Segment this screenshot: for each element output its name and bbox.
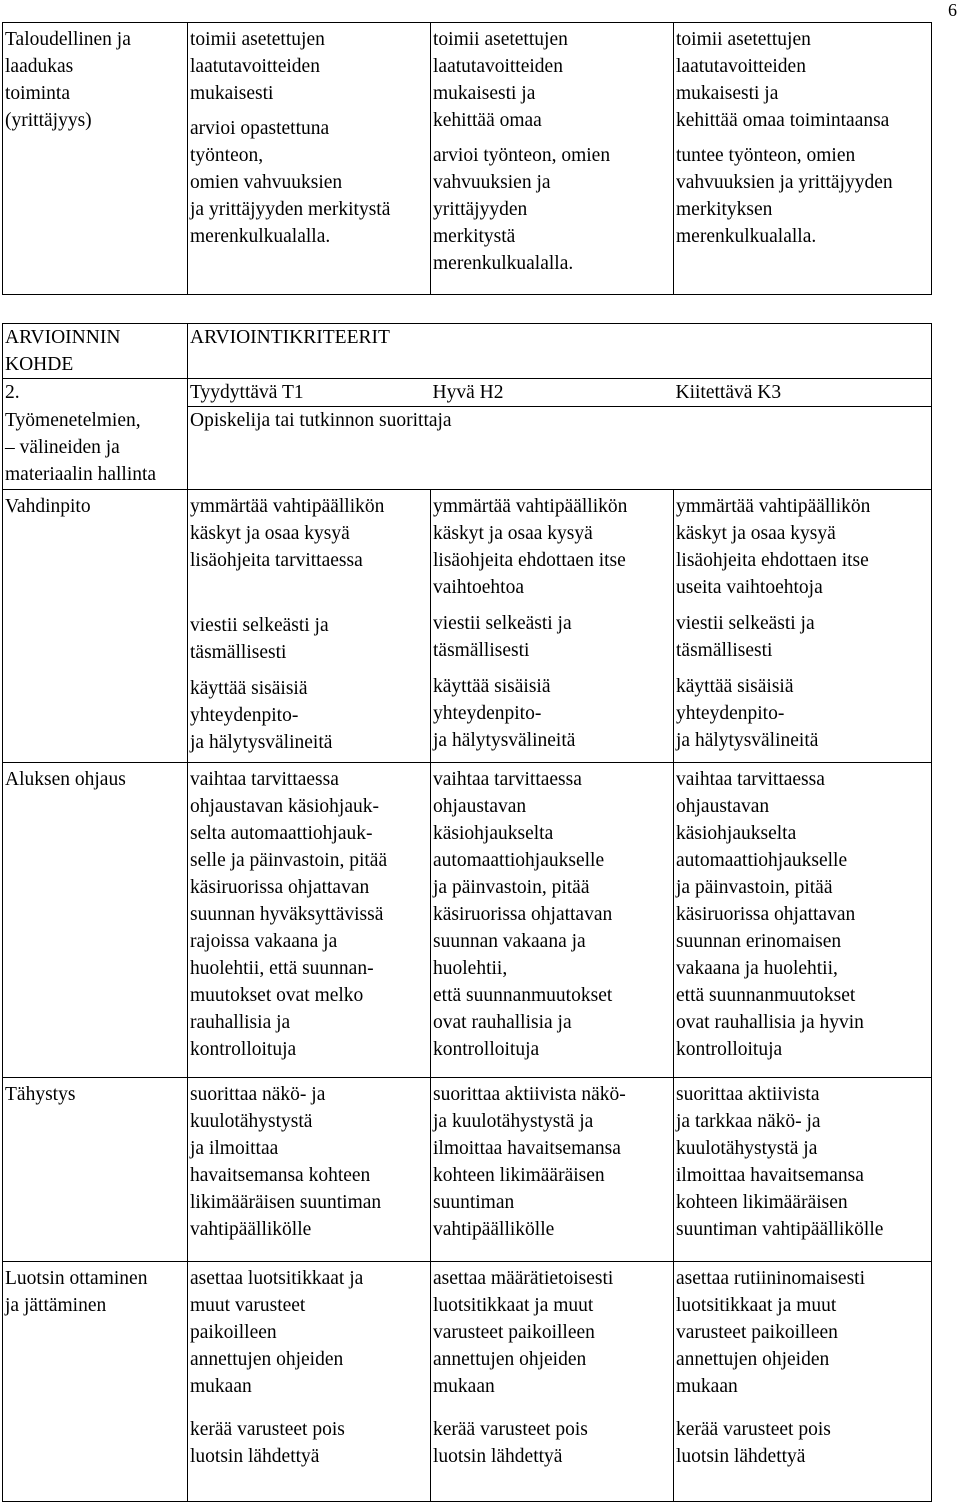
grade-h2: Hyvä H2: [431, 379, 674, 407]
cell-h2: [431, 763, 674, 1078]
table-header-row: [3, 324, 932, 379]
criterion-text: suorittaa aktiivista ja tarkkaa näkö- ja kuulotähystystä ja ilmoittaa havaitsemansa kohteen likimääräisen suuntiman vahtipäällikölle: [676, 1084, 884, 1240]
row-label: Tähystys: [3, 1078, 188, 1262]
criteria-table-section-2: [2, 323, 932, 1502]
cell-k3: [674, 1078, 932, 1262]
criterion-text: ymmärtää vahtipäällikön käskyt ja osaa kysyä lisäohjeita tarvittaessa: [190, 496, 385, 571]
grade-k3: Kiitettävä K3: [674, 379, 932, 407]
row-label: Luotsin ottaminen ja jättäminen: [3, 1262, 188, 1502]
criterion-text: toimii asetettujen laatutavoitteiden mukaisesti ja kehittää omaa: [433, 29, 568, 131]
grade-t1: Tyydyttävä T1: [188, 379, 431, 407]
criterion-text: ymmärtää vahtipäällikön käskyt ja osaa kysyä lisäohjeita ehdottaen itse useita vaihtoehtoja: [676, 496, 871, 598]
table-row: [3, 23, 932, 295]
cell-k3: [674, 23, 932, 295]
criterion-text: kerää varusteet pois luotsin lähdettyä: [676, 1419, 831, 1467]
criterion-text: arvioi työnteon, omien vahvuuksien ja yrittäjyyden merkitystä merenkulkualalla.: [433, 145, 611, 274]
criterion-text: käyttää sisäisiä yhteydenpito- ja hälytysvälineitä: [433, 676, 576, 751]
criterion-text: toimii asetettujen laatutavoitteiden mukaisesti ja kehittää omaa toimintaansa: [676, 29, 890, 131]
section-title-row: [3, 407, 932, 490]
cell-k3: [674, 490, 932, 763]
cell-k3: [674, 763, 932, 1078]
cell-t1: [188, 763, 431, 1078]
table-row: [3, 763, 932, 1078]
criterion-text: asettaa määrätietoisesti luotsitikkaat ja muut varusteet paikoilleen annettujen ohjeiden mukaan: [433, 1268, 614, 1397]
cell-t1: [188, 23, 431, 295]
criterion-text: asettaa luotsitikkaat ja muut varusteet paikoilleen annettujen ohjeiden mukaan: [190, 1268, 364, 1397]
criterion-text: vaihtaa tarvittaessa ohjaustavan käsiohjauk- selta automaattiohjauk- selle ja päinvastoin, pitää käsiruorissa ohjattavan suunnan hyväksyttävissä rajoissa vakaana ja huolehtii, että suunnan- muutokset ovat melko rauhallisia ja kontrolloituja: [190, 769, 388, 1060]
criterion-text: käyttää sisäisiä yhteydenpito- ja hälytysvälineitä: [676, 676, 819, 751]
criterion-text: suorittaa aktiivista näkö- ja kuulotähystystä ja ilmoittaa havaitsemansa kohteen likimääräisen suuntiman vahtipäällikölle: [433, 1084, 626, 1240]
cell-h2: [431, 1262, 674, 1502]
grade-row: [3, 379, 932, 407]
criterion-text: toimii asetettujen laatutavoitteiden mukaisesti: [190, 29, 325, 104]
table-row: [3, 490, 932, 763]
table-row: [3, 1078, 932, 1262]
criterion-text: viestii selkeästi ja täsmällisesti: [433, 613, 572, 661]
criterion-text: vaihtaa tarvittaessa ohjaustavan käsiohjaukselta automaattiohjaukselle ja päinvastoin, pitää käsiruorissa ohjattavan suunnan erinomaisen vakaana ja huolehtii, että suunnanmuutokset ovat rauhallisia ja hyvin kontrolloituja: [676, 769, 864, 1060]
criterion-text: asettaa rutiininomaisesti luotsitikkaat ja muut varusteet paikoilleen annettujen ohjeiden mukaan: [676, 1268, 865, 1397]
table-row: [3, 1262, 932, 1502]
cell-k3: [674, 1262, 932, 1502]
cell-h2: [431, 23, 674, 295]
criterion-text: viestii selkeästi ja täsmällisesti: [676, 613, 815, 661]
criterion-text: arvioi opastettuna työnteon, omien vahvuuksien ja yrittäjyyden merkitystä merenkulkualalla.: [190, 118, 391, 247]
target-header: ARVIOINNIN KOHDE: [3, 324, 188, 379]
criterion-text: suorittaa näkö- ja kuulotähystystä ja ilmoittaa havaitsemansa kohteen likimääräisen suuntiman vahtipäällikölle: [190, 1084, 382, 1240]
cell-h2: [431, 1078, 674, 1262]
section-title: Työmenetelmien, – välineiden ja materiaalin hallinta: [3, 407, 188, 490]
cell-h2: [431, 490, 674, 763]
criterion-text: käyttää sisäisiä yhteydenpito- ja hälytysvälineitä: [190, 678, 333, 753]
criterion-text: vaihtaa tarvittaessa ohjaustavan käsiohjaukselta automaattiohjaukselle ja päinvastoin, pitää käsiruorissa ohjattavan suunnan vakaana ja huolehtii, että suunnanmuutokset ovat rauhallisia ja kontrolloituja: [433, 769, 613, 1060]
section-number: 2.: [3, 379, 188, 407]
page-number: 6: [948, 0, 957, 20]
criteria-table-continued: [2, 22, 932, 295]
criterion-text: tuntee työnteon, omien vahvuuksien ja yrittäjyyden merkityksen merenkulkualalla.: [676, 145, 893, 247]
row-label: Vahdinpito: [3, 490, 188, 763]
cell-t1: [188, 1078, 431, 1262]
criterion-text: kerää varusteet pois luotsin lähdettyä: [190, 1419, 345, 1467]
performer-label: Opiskelija tai tutkinnon suorittaja: [188, 407, 932, 490]
row-label: Aluksen ohjaus: [3, 763, 188, 1078]
criterion-text: kerää varusteet pois luotsin lähdettyä: [433, 1419, 588, 1467]
row-label: Taloudellinen ja laadukas toiminta (yrittäjyys): [3, 23, 188, 295]
cell-t1: [188, 490, 431, 763]
criteria-header: ARVIOINTIKRITEERIT: [188, 324, 932, 379]
criterion-text: viestii selkeästi ja täsmällisesti: [190, 615, 329, 663]
criterion-text: ymmärtää vahtipäällikön käskyt ja osaa kysyä lisäohjeita ehdottaen itse vaihtoehtoa: [433, 496, 628, 598]
cell-t1: [188, 1262, 431, 1502]
